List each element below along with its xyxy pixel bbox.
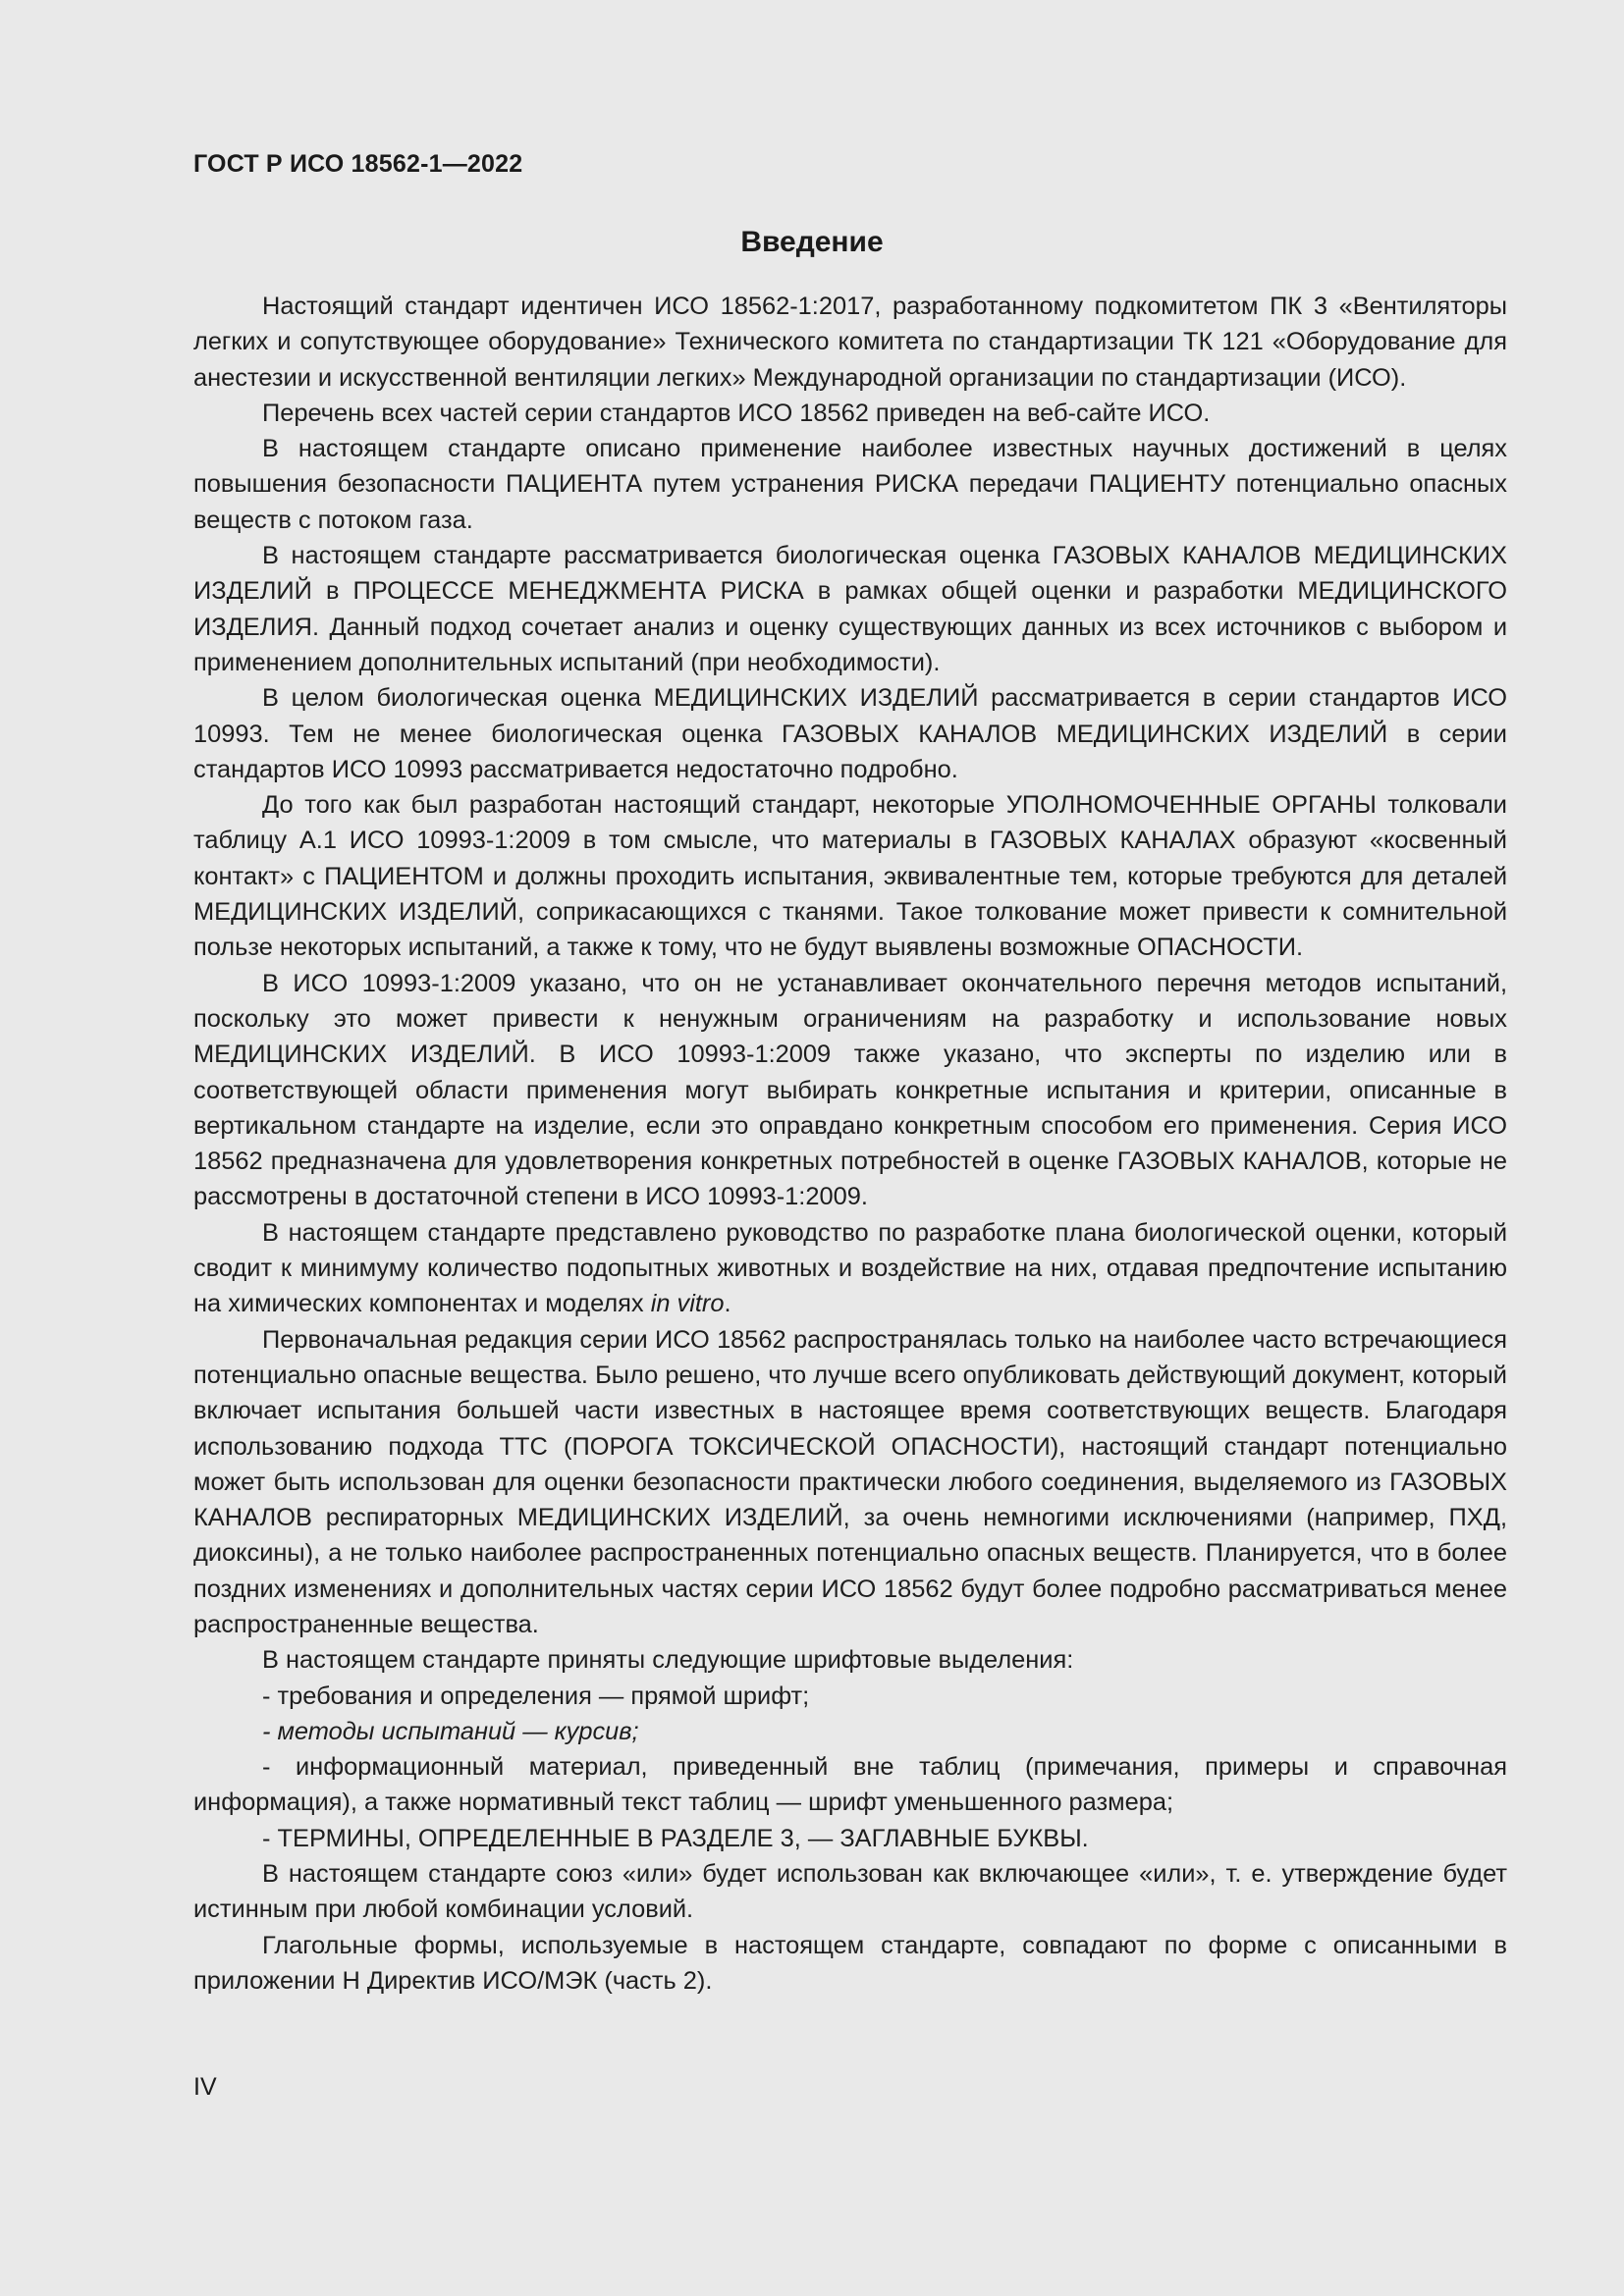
paragraph-evaluation-plan: [193, 1215, 1507, 1322]
in-vitro-term: in vitro: [650, 1290, 725, 1318]
paragraph-biological-evaluation: В настоящем стандарте рассматривается биологическая оценка ГАЗОВЫХ КАНАЛОВ МЕДИЦИНСКИХ ИЗДЕЛИЙ в ПРОЦЕССЕ МЕНЕДЖМЕНТА РИСКА в рамках общей оценки и разработки МЕДИЦИНСКОГО ИЗДЕЛИЯ. Данный подход сочетает анализ и оценку существующих данных из всех источников с выбором и применением дополнительных испытаний (при необходимости).: [193, 542, 1507, 676]
paragraph-identity: Настоящий стандарт идентичен ИСО 18562-1:2017, разработанному подкомитетом ПК 3 «Вентиляторы легких и сопутствующее оборудование» Технического комитета по стандартизации ТК 121 «Оборудование для анестезии и искусственной вентиляции легких» Международной организации по стандартизации (ИСО).: [193, 293, 1507, 392]
paragraph-scope-safety: В настоящем стандарте описано применение наиболее известных научных достижений в целях повышения безопасности ПАЦИЕНТА путем устранения РИСКА передачи ПАЦИЕНТУ потенциально опасных веществ с потоком газа.: [193, 435, 1507, 534]
paragraph-evaluation-plan-text: В настоящем стандарте представлено руководство по разработке плана биологической оценки, который сводит к минимуму количество подопытных животных и воздействие на них, отдавая предпочтение испытанию на химических компонентах и моделях: [193, 1218, 1507, 1318]
paragraph-font-conventions: В настоящем стандарте приняты следующие шрифтовые выделения:: [262, 1646, 1074, 1675]
section-title: Введение: [740, 226, 884, 258]
list-item-terms: - ТЕРМИНЫ, ОПРЕДЕЛЕННЫЕ В РАЗДЕЛЕ 3, — ЗАГЛАВНЫЕ БУКВЫ.: [262, 1824, 1089, 1852]
paragraph-evaluation-plan-end: .: [724, 1290, 731, 1318]
list-item-test-methods: - методы испытаний — курсив;: [262, 1717, 639, 1745]
paragraph-or-conjunction: В настоящем стандарте союз «или» будет использован как включающее «или», т. е. утверждение будет истинным при любой комбинации условий.: [193, 1860, 1507, 1924]
paragraph-iso-10993-series: В целом биологическая оценка МЕДИЦИНСКИХ ИЗДЕЛИЙ рассматривается в серии стандартов ИСО 10993. Тем не менее биологическая оценка ГАЗОВЫХ КАНАЛОВ МЕДИЦИНСКИХ ИЗДЕЛИЙ в серии стандартов ИСО 10993 рассматривается недостаточно подробно.: [193, 684, 1507, 783]
introduction-body: [193, 289, 1507, 1999]
page-number: IV: [193, 2073, 217, 2101]
paragraph-series-parts: Перечень всех частей серии стандартов ИСО 18562 приведен на веб-сайте ИСО.: [262, 399, 1211, 427]
list-item-informative: - информационный материал, приведенный вне таблиц (примечания, примеры и справочная информация), а также нормативный текст таблиц — шрифт уменьшенного размера;: [193, 1753, 1507, 1817]
document-code: ГОСТ Р ИСО 18562-1—2022: [193, 150, 523, 178]
paragraph-notified-bodies: До того как был разработан настоящий стандарт, некоторые УПОЛНОМОЧЕННЫЕ ОРГАНЫ толковали таблицу А.1 ИСО 10993-1:2009 в том смысле, что материалы в ГАЗОВЫХ КАНАЛАХ образуют «косвенный контакт» с ПАЦИЕНТОМ и должны проходить испытания, эквивалентные тем, которые требуются для деталей МЕДИЦИНСКИХ ИЗДЕЛИЙ, соприкасающихся с тканями. Такое толкование может привести к сомнительной пользе некоторых испытаний, а также к тому, что не будут выявлены возможные ОПАСНОСТИ.: [193, 791, 1507, 962]
paragraph-first-edition: Первоначальная редакция серии ИСО 18562 распространялась только на наиболее часто встречающиеся потенциально опасные вещества. Было решено, что лучше всего опубликовать действующий документ, который включает испытания большей части известных в настоящее время соответствующих веществ. Благодаря использованию подхода TTC (ПОРОГА ТОКСИЧЕСКОЙ ОПАСНОСТИ), настоящий стандарт потенциально может быть использован для оценки безопасности практически любого соединения, выделяемого из ГАЗОВЫХ КАНАЛОВ респираторных МЕДИЦИНСКИХ ИЗДЕЛИЙ, за очень немногими исключениями (например, ПХД, диоксины), а не только наиболее распространенных потенциально опасных веществ. Планируется, что в более поздних изменениях и дополнительных частях серии ИСО 18562 будут более подробно рассматриваться менее распространенные вещества.: [193, 1325, 1507, 1638]
paragraph-iso-10993-1-limits: В ИСО 10993-1:2009 указано, что он не устанавливает окончательного перечня методов испытаний, поскольку это может привести к ненужным ограничениям на разработку и использование новых МЕДИЦИНСКИХ ИЗДЕЛИЙ. В ИСО 10993-1:2009 также указано, что эксперты по изделию или в соответствующей области применения могут выбирать конкретные испытания и критерии, описанные в вертикальном стандарте на изделие, если это оправдано конкретным способом его применения. Серия ИСО 18562 предназначена для удовлетворения конкретных потребностей в оценке ГАЗОВЫХ КАНАЛОВ, которые не рассмотрены в достаточной степени в ИСО 10993-1:2009.: [193, 969, 1507, 1211]
list-item-requirements: - требования и определения — прямой шрифт;: [262, 1682, 810, 1710]
paragraph-verbal-forms: Глагольные формы, используемые в настоящем стандарте, совпадают по форме с описанными в приложении Н Директив ИСО/МЭК (часть 2).: [193, 1931, 1507, 1995]
